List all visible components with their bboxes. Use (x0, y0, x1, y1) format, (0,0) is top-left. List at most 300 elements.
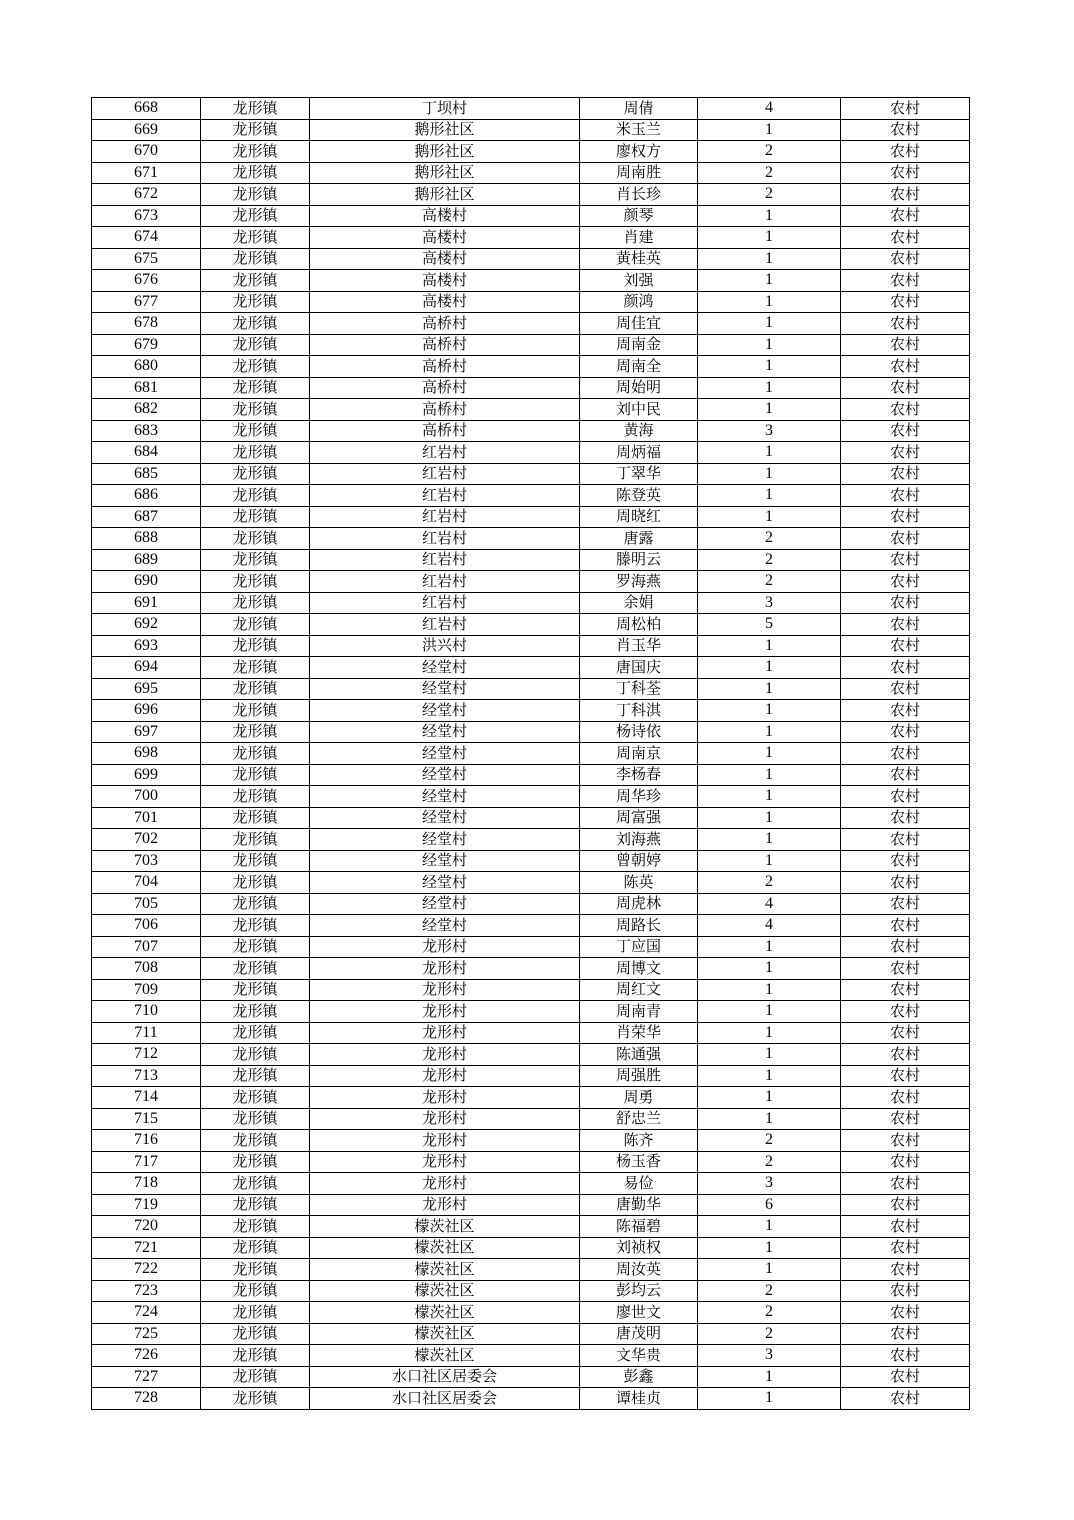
town-cell: 龙形镇 (201, 936, 310, 958)
town-cell: 龙形镇 (201, 764, 310, 786)
count-cell: 2 (698, 1323, 841, 1345)
name-cell: 周始明 (580, 377, 698, 399)
name-cell: 彭均云 (580, 1280, 698, 1302)
town-cell: 龙形镇 (201, 1087, 310, 1109)
town-cell: 龙形镇 (201, 1302, 310, 1324)
table-row (92, 764, 970, 786)
row-number-cell: 717 (92, 1151, 201, 1173)
table-row (92, 205, 970, 227)
category-cell: 农村 (841, 1280, 970, 1302)
town-cell: 龙形镇 (201, 1108, 310, 1130)
name-cell: 滕明云 (580, 549, 698, 571)
name-cell: 周汝英 (580, 1259, 698, 1281)
count-cell: 1 (698, 205, 841, 227)
village-cell: 水口社区居委会 (310, 1388, 580, 1410)
table-row (92, 227, 970, 249)
table-row (92, 571, 970, 593)
village-cell: 龙形村 (310, 1151, 580, 1173)
table-row (92, 506, 970, 528)
category-cell: 农村 (841, 635, 970, 657)
count-cell: 1 (698, 764, 841, 786)
village-cell: 洪兴村 (310, 635, 580, 657)
name-cell: 肖建 (580, 227, 698, 249)
row-number-cell: 678 (92, 313, 201, 335)
village-cell: 高桥村 (310, 377, 580, 399)
town-cell: 龙形镇 (201, 377, 310, 399)
town-cell: 龙形镇 (201, 549, 310, 571)
name-cell: 李杨春 (580, 764, 698, 786)
table-row (92, 334, 970, 356)
table-row (92, 1366, 970, 1388)
town-cell: 龙形镇 (201, 979, 310, 1001)
village-cell: 鹅形社区 (310, 141, 580, 163)
town-cell: 龙形镇 (201, 248, 310, 270)
row-number-cell: 723 (92, 1280, 201, 1302)
count-cell: 1 (698, 1044, 841, 1066)
town-cell: 龙形镇 (201, 291, 310, 313)
table-row (92, 1302, 970, 1324)
village-cell: 龙形村 (310, 1108, 580, 1130)
village-cell: 经堂村 (310, 829, 580, 851)
name-cell: 周强胜 (580, 1065, 698, 1087)
name-cell: 颜琴 (580, 205, 698, 227)
table-row (92, 786, 970, 808)
table-row (92, 1022, 970, 1044)
town-cell: 龙形镇 (201, 162, 310, 184)
count-cell: 1 (698, 119, 841, 141)
town-cell: 龙形镇 (201, 463, 310, 485)
village-cell: 红岩村 (310, 463, 580, 485)
count-cell: 1 (698, 1108, 841, 1130)
row-number-cell: 696 (92, 700, 201, 722)
village-cell: 经堂村 (310, 764, 580, 786)
count-cell: 1 (698, 377, 841, 399)
name-cell: 周晓红 (580, 506, 698, 528)
name-cell: 周南金 (580, 334, 698, 356)
village-cell: 经堂村 (310, 743, 580, 765)
village-cell: 鹅形社区 (310, 119, 580, 141)
category-cell: 农村 (841, 571, 970, 593)
table-row (92, 1044, 970, 1066)
village-cell: 高桥村 (310, 356, 580, 378)
village-cell: 高桥村 (310, 399, 580, 421)
category-cell: 农村 (841, 291, 970, 313)
category-cell: 农村 (841, 786, 970, 808)
town-cell: 龙形镇 (201, 571, 310, 593)
table-row (92, 1323, 970, 1345)
roster-table (91, 97, 970, 1410)
name-cell: 刘祯权 (580, 1237, 698, 1259)
row-number-cell: 671 (92, 162, 201, 184)
town-cell: 龙形镇 (201, 1194, 310, 1216)
village-cell: 鹅形社区 (310, 162, 580, 184)
count-cell: 5 (698, 614, 841, 636)
category-cell: 农村 (841, 549, 970, 571)
count-cell: 4 (698, 98, 841, 120)
count-cell: 2 (698, 162, 841, 184)
category-cell: 农村 (841, 1130, 970, 1152)
count-cell: 2 (698, 184, 841, 206)
name-cell: 周炳福 (580, 442, 698, 464)
count-cell: 1 (698, 786, 841, 808)
table-row (92, 119, 970, 141)
category-cell: 农村 (841, 829, 970, 851)
table-row (92, 356, 970, 378)
table-row (92, 872, 970, 894)
count-cell: 1 (698, 506, 841, 528)
row-number-cell: 673 (92, 205, 201, 227)
village-cell: 经堂村 (310, 657, 580, 679)
category-cell: 农村 (841, 227, 970, 249)
town-cell: 龙形镇 (201, 958, 310, 980)
count-cell: 1 (698, 1216, 841, 1238)
row-number-cell: 724 (92, 1302, 201, 1324)
name-cell: 唐露 (580, 528, 698, 550)
town-cell: 龙形镇 (201, 420, 310, 442)
table-row (92, 829, 970, 851)
table-row (92, 1237, 970, 1259)
town-cell: 龙形镇 (201, 356, 310, 378)
table-row (92, 1130, 970, 1152)
category-cell: 农村 (841, 915, 970, 937)
name-cell: 杨玉香 (580, 1151, 698, 1173)
category-cell: 农村 (841, 1044, 970, 1066)
category-cell: 农村 (841, 377, 970, 399)
village-cell: 龙形村 (310, 1194, 580, 1216)
village-cell: 红岩村 (310, 528, 580, 550)
name-cell: 丁科淇 (580, 700, 698, 722)
table-row (92, 700, 970, 722)
table-row (92, 399, 970, 421)
town-cell: 龙形镇 (201, 829, 310, 851)
category-cell: 农村 (841, 141, 970, 163)
row-number-cell: 702 (92, 829, 201, 851)
village-cell: 龙形村 (310, 958, 580, 980)
count-cell: 1 (698, 334, 841, 356)
table-row (92, 98, 970, 120)
count-cell: 1 (698, 1366, 841, 1388)
town-cell: 龙形镇 (201, 1216, 310, 1238)
village-cell: 红岩村 (310, 506, 580, 528)
table-row (92, 485, 970, 507)
category-cell: 农村 (841, 162, 970, 184)
name-cell: 丁应国 (580, 936, 698, 958)
town-cell: 龙形镇 (201, 334, 310, 356)
count-cell: 1 (698, 1001, 841, 1023)
table-row (92, 635, 970, 657)
category-cell: 农村 (841, 678, 970, 700)
count-cell: 1 (698, 1237, 841, 1259)
name-cell: 陈福碧 (580, 1216, 698, 1238)
row-number-cell: 728 (92, 1388, 201, 1410)
table-row (92, 743, 970, 765)
village-cell: 红岩村 (310, 442, 580, 464)
row-number-cell: 707 (92, 936, 201, 958)
name-cell: 刘海燕 (580, 829, 698, 851)
row-number-cell: 712 (92, 1044, 201, 1066)
village-cell: 红岩村 (310, 485, 580, 507)
row-number-cell: 711 (92, 1022, 201, 1044)
table-row (92, 162, 970, 184)
row-number-cell: 693 (92, 635, 201, 657)
table-row (92, 893, 970, 915)
category-cell: 农村 (841, 936, 970, 958)
village-cell: 龙形村 (310, 1022, 580, 1044)
count-cell: 1 (698, 678, 841, 700)
town-cell: 龙形镇 (201, 657, 310, 679)
village-cell: 红岩村 (310, 614, 580, 636)
town-cell: 龙形镇 (201, 592, 310, 614)
name-cell: 杨诗依 (580, 721, 698, 743)
row-number-cell: 701 (92, 807, 201, 829)
count-cell: 3 (698, 1173, 841, 1195)
name-cell: 丁科荃 (580, 678, 698, 700)
town-cell: 龙形镇 (201, 98, 310, 120)
count-cell: 3 (698, 420, 841, 442)
row-number-cell: 689 (92, 549, 201, 571)
category-cell: 农村 (841, 764, 970, 786)
town-cell: 龙形镇 (201, 1065, 310, 1087)
table-row (92, 657, 970, 679)
village-cell: 高桥村 (310, 313, 580, 335)
village-cell: 檬茨社区 (310, 1280, 580, 1302)
row-number-cell: 710 (92, 1001, 201, 1023)
table-row (92, 141, 970, 163)
row-number-cell: 669 (92, 119, 201, 141)
town-cell: 龙形镇 (201, 485, 310, 507)
count-cell: 1 (698, 1259, 841, 1281)
table-row (92, 377, 970, 399)
count-cell: 3 (698, 1345, 841, 1367)
name-cell: 罗海燕 (580, 571, 698, 593)
town-cell: 龙形镇 (201, 184, 310, 206)
village-cell: 高楼村 (310, 248, 580, 270)
count-cell: 1 (698, 635, 841, 657)
category-cell: 农村 (841, 1216, 970, 1238)
table-row (92, 592, 970, 614)
village-cell: 檬茨社区 (310, 1345, 580, 1367)
table-row (92, 528, 970, 550)
town-cell: 龙形镇 (201, 893, 310, 915)
village-cell: 经堂村 (310, 850, 580, 872)
village-cell: 经堂村 (310, 721, 580, 743)
town-cell: 龙形镇 (201, 614, 310, 636)
table-row (92, 1216, 970, 1238)
name-cell: 周勇 (580, 1087, 698, 1109)
category-cell: 农村 (841, 334, 970, 356)
category-cell: 农村 (841, 958, 970, 980)
name-cell: 唐茂明 (580, 1323, 698, 1345)
row-number-cell: 672 (92, 184, 201, 206)
table-row (92, 958, 970, 980)
category-cell: 农村 (841, 1173, 970, 1195)
table-row (92, 248, 970, 270)
village-cell: 红岩村 (310, 549, 580, 571)
row-number-cell: 675 (92, 248, 201, 270)
name-cell: 黄海 (580, 420, 698, 442)
roster-table-body (92, 98, 970, 1410)
count-cell: 2 (698, 1302, 841, 1324)
name-cell: 周路长 (580, 915, 698, 937)
town-cell: 龙形镇 (201, 1280, 310, 1302)
row-number-cell: 695 (92, 678, 201, 700)
row-number-cell: 692 (92, 614, 201, 636)
village-cell: 丁坝村 (310, 98, 580, 120)
row-number-cell: 727 (92, 1366, 201, 1388)
town-cell: 龙形镇 (201, 1259, 310, 1281)
count-cell: 1 (698, 850, 841, 872)
row-number-cell: 697 (92, 721, 201, 743)
table-row (92, 1173, 970, 1195)
count-cell: 1 (698, 700, 841, 722)
category-cell: 农村 (841, 872, 970, 894)
count-cell: 1 (698, 743, 841, 765)
table-row (92, 1087, 970, 1109)
category-cell: 农村 (841, 1302, 970, 1324)
table-row (92, 915, 970, 937)
village-cell: 经堂村 (310, 872, 580, 894)
name-cell: 彭鑫 (580, 1366, 698, 1388)
table-row (92, 807, 970, 829)
name-cell: 陈齐 (580, 1130, 698, 1152)
town-cell: 龙形镇 (201, 1173, 310, 1195)
name-cell: 曾朝婷 (580, 850, 698, 872)
table-row (92, 184, 970, 206)
village-cell: 高楼村 (310, 291, 580, 313)
village-cell: 檬茨社区 (310, 1216, 580, 1238)
row-number-cell: 670 (92, 141, 201, 163)
name-cell: 周博文 (580, 958, 698, 980)
village-cell: 经堂村 (310, 807, 580, 829)
row-number-cell: 715 (92, 1108, 201, 1130)
category-cell: 农村 (841, 399, 970, 421)
table-row (92, 1259, 970, 1281)
category-cell: 农村 (841, 205, 970, 227)
row-number-cell: 718 (92, 1173, 201, 1195)
category-cell: 农村 (841, 721, 970, 743)
count-cell: 2 (698, 1280, 841, 1302)
table-row (92, 1065, 970, 1087)
count-cell: 4 (698, 893, 841, 915)
category-cell: 农村 (841, 1237, 970, 1259)
category-cell: 农村 (841, 657, 970, 679)
town-cell: 龙形镇 (201, 635, 310, 657)
name-cell: 余娟 (580, 592, 698, 614)
village-cell: 龙形村 (310, 979, 580, 1001)
row-number-cell: 684 (92, 442, 201, 464)
name-cell: 周虎林 (580, 893, 698, 915)
village-cell: 龙形村 (310, 1087, 580, 1109)
row-number-cell: 680 (92, 356, 201, 378)
row-number-cell: 691 (92, 592, 201, 614)
town-cell: 龙形镇 (201, 1388, 310, 1410)
town-cell: 龙形镇 (201, 506, 310, 528)
village-cell: 经堂村 (310, 700, 580, 722)
row-number-cell: 704 (92, 872, 201, 894)
table-row (92, 614, 970, 636)
village-cell: 檬茨社区 (310, 1259, 580, 1281)
name-cell: 刘强 (580, 270, 698, 292)
village-cell: 水口社区居委会 (310, 1366, 580, 1388)
table-row (92, 1151, 970, 1173)
count-cell: 1 (698, 657, 841, 679)
town-cell: 龙形镇 (201, 721, 310, 743)
village-cell: 檬茨社区 (310, 1323, 580, 1345)
count-cell: 1 (698, 313, 841, 335)
category-cell: 农村 (841, 1259, 970, 1281)
category-cell: 农村 (841, 248, 970, 270)
row-number-cell: 688 (92, 528, 201, 550)
row-number-cell: 698 (92, 743, 201, 765)
category-cell: 农村 (841, 98, 970, 120)
name-cell: 周南京 (580, 743, 698, 765)
town-cell: 龙形镇 (201, 270, 310, 292)
name-cell: 陈通强 (580, 1044, 698, 1066)
row-number-cell: 721 (92, 1237, 201, 1259)
count-cell: 1 (698, 721, 841, 743)
row-number-cell: 681 (92, 377, 201, 399)
category-cell: 农村 (841, 1194, 970, 1216)
category-cell: 农村 (841, 743, 970, 765)
category-cell: 农村 (841, 442, 970, 464)
count-cell: 1 (698, 1065, 841, 1087)
category-cell: 农村 (841, 893, 970, 915)
row-number-cell: 682 (92, 399, 201, 421)
count-cell: 2 (698, 1130, 841, 1152)
table-row (92, 936, 970, 958)
town-cell: 龙形镇 (201, 1323, 310, 1345)
category-cell: 农村 (841, 807, 970, 829)
name-cell: 肖玉华 (580, 635, 698, 657)
count-cell: 2 (698, 549, 841, 571)
name-cell: 肖荣华 (580, 1022, 698, 1044)
count-cell: 2 (698, 872, 841, 894)
count-cell: 1 (698, 442, 841, 464)
table-row (92, 678, 970, 700)
name-cell: 谭桂贞 (580, 1388, 698, 1410)
row-number-cell: 713 (92, 1065, 201, 1087)
count-cell: 1 (698, 463, 841, 485)
table-row (92, 270, 970, 292)
table-row (92, 721, 970, 743)
table-row (92, 1388, 970, 1410)
count-cell: 2 (698, 1151, 841, 1173)
category-cell: 农村 (841, 313, 970, 335)
row-number-cell: 726 (92, 1345, 201, 1367)
village-cell: 檬茨社区 (310, 1237, 580, 1259)
village-cell: 经堂村 (310, 786, 580, 808)
village-cell: 高桥村 (310, 334, 580, 356)
row-number-cell: 722 (92, 1259, 201, 1281)
row-number-cell: 668 (92, 98, 201, 120)
category-cell: 农村 (841, 1022, 970, 1044)
village-cell: 经堂村 (310, 678, 580, 700)
category-cell: 农村 (841, 1323, 970, 1345)
name-cell: 黄桂英 (580, 248, 698, 270)
table-row (92, 463, 970, 485)
count-cell: 1 (698, 356, 841, 378)
name-cell: 舒忠兰 (580, 1108, 698, 1130)
town-cell: 龙形镇 (201, 872, 310, 894)
village-cell: 龙形村 (310, 1001, 580, 1023)
count-cell: 3 (698, 592, 841, 614)
category-cell: 农村 (841, 270, 970, 292)
town-cell: 龙形镇 (201, 807, 310, 829)
category-cell: 农村 (841, 119, 970, 141)
table-row (92, 1280, 970, 1302)
town-cell: 龙形镇 (201, 1022, 310, 1044)
town-cell: 龙形镇 (201, 850, 310, 872)
